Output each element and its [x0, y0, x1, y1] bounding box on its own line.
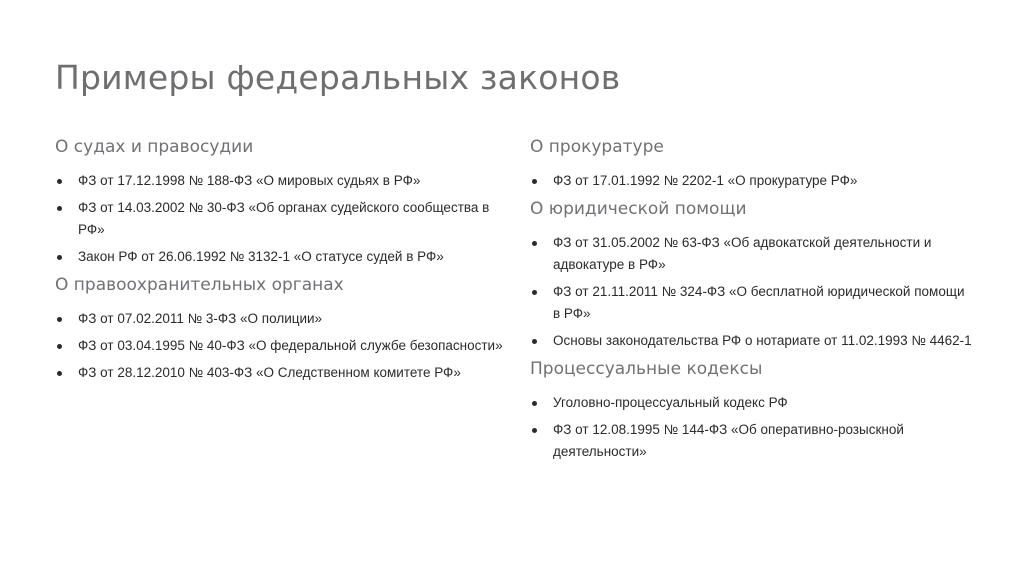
section-heading: Процессуальные кодексы: [530, 359, 763, 379]
list-item: [55, 197, 505, 241]
list-item: [530, 232, 975, 276]
law-list: [530, 232, 975, 352]
bullet-icon: [532, 290, 537, 295]
bullet-icon: [57, 206, 62, 211]
section-heading: О правоохранительных органах: [55, 275, 344, 295]
bullet-icon: [532, 241, 537, 246]
list-item: [530, 170, 975, 192]
list-item-text: Основы законодательства РФ о нотариате от 11.02.1993 № 4462-1: [553, 333, 972, 348]
left-column: [55, 136, 505, 390]
page-title: Примеры федеральных законов: [55, 58, 621, 97]
section-courts: [55, 136, 505, 268]
section-heading: О прокуратуре: [530, 137, 664, 157]
list-item-text: Закон РФ от 26.06.1992 № 3132-1 «О статусе судей в РФ»: [78, 249, 444, 264]
section-prosecution: [530, 136, 975, 192]
list-item: [55, 335, 505, 357]
list-item-text: ФЗ от 17.12.1998 № 188-ФЗ «О мировых судьях в РФ»: [78, 173, 421, 188]
bullet-icon: [532, 401, 537, 406]
list-item: [55, 362, 505, 384]
bullet-icon: [57, 371, 62, 376]
list-item-text: ФЗ от 12.08.1995 № 144-ФЗ «Об оперативно-розыскной деятельности»: [553, 422, 904, 459]
list-item-text: ФЗ от 21.11.2011 № 324-ФЗ «О бесплатной юридической помощи в РФ»: [553, 284, 965, 321]
bullet-icon: [57, 344, 62, 349]
list-item-text: Уголовно-процессуальный кодекс РФ: [553, 395, 788, 410]
law-list: [530, 392, 975, 463]
list-item: [530, 419, 975, 463]
list-item-text: ФЗ от 28.12.2010 № 403-ФЗ «О Следственном комитете РФ»: [78, 365, 461, 380]
list-item: [55, 308, 505, 330]
bullet-icon: [532, 179, 537, 184]
list-item: [55, 170, 505, 192]
list-item: [530, 392, 975, 414]
list-item: [530, 330, 975, 352]
section-legal-aid: [530, 198, 975, 352]
section-procedural-codes: [530, 358, 975, 463]
bullet-icon: [57, 255, 62, 260]
bullet-icon: [57, 179, 62, 184]
section-law-enforcement: [55, 274, 505, 384]
bullet-icon: [57, 317, 62, 322]
section-heading: О юридической помощи: [530, 199, 747, 219]
list-item-text: ФЗ от 07.02.2011 № 3-ФЗ «О полиции»: [78, 311, 323, 326]
right-column: [530, 136, 975, 469]
list-item: [530, 281, 975, 325]
list-item-text: ФЗ от 03.04.1995 № 40-ФЗ «О федеральной службе безопасности»: [78, 338, 503, 353]
list-item: [55, 246, 505, 268]
list-item-text: ФЗ от 14.03.2002 № 30-ФЗ «Об органах судейского сообщества в РФ»: [78, 200, 490, 237]
list-item-text: ФЗ от 17.01.1992 № 2202-1 «О прокуратуре РФ»: [553, 173, 858, 188]
law-list: [530, 170, 975, 192]
law-list: [55, 170, 505, 268]
bullet-icon: [532, 339, 537, 344]
list-item-text: ФЗ от 31.05.2002 № 63-ФЗ «Об адвокатской деятельности и адвокатуре в РФ»: [553, 235, 932, 272]
law-list: [55, 308, 505, 384]
section-heading: О судах и правосудии: [55, 137, 254, 157]
bullet-icon: [532, 428, 537, 433]
